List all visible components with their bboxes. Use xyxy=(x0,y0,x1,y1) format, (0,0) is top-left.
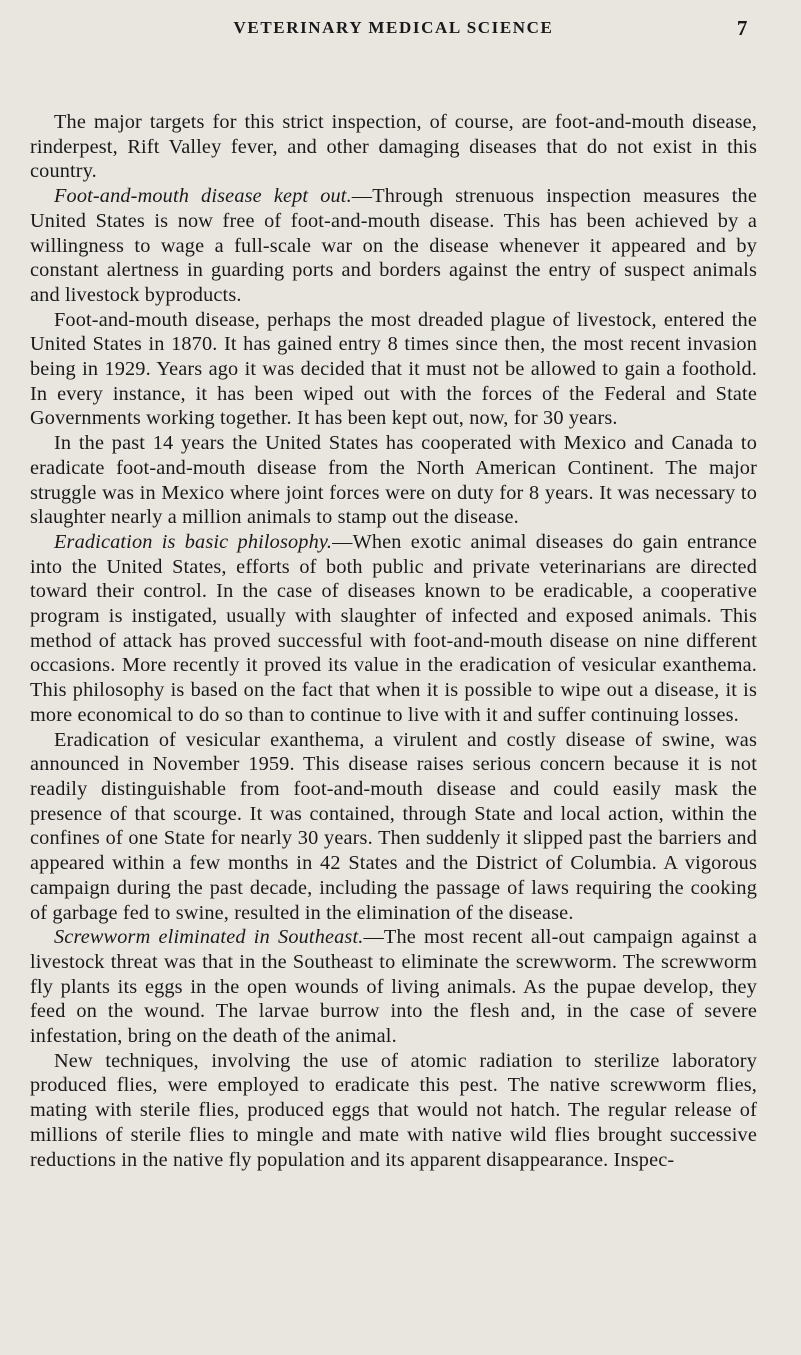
paragraph-screwworm-southeast xyxy=(30,925,757,1049)
paragraph-text: —The most recent all-out campaign against a livestock threat was that in the Southeast to eliminate the screwworm. The screwworm fly plants its eggs in the open wounds of living animals. As the pupae develop, they feed on the wound. The larvae burrow into the flesh and, in the case of severe infestation, bring on the death of the animal. xyxy=(30,926,758,1048)
paragraph-text: The major targets for this strict inspection, of course, are foot-and-mouth disease, rinderpest, Rift Valley fever, and other damaging diseases that do not exist in this country. xyxy=(30,111,757,183)
paragraph-heading: Screwworm eliminated in Southeast. xyxy=(54,926,364,949)
running-title: VETERINARY MEDICAL SCIENCE xyxy=(233,18,554,37)
paragraph-mexico-canada-cooperation xyxy=(30,431,757,530)
paragraph-sterile-fly-technique xyxy=(30,1049,757,1173)
paragraph-eradication-philosophy xyxy=(30,530,757,728)
paragraph-text: —When exotic animal diseases do gain entrance into the United States, efforts of both public and private veterinarians are directed toward their control. In the case of diseases known to be eradicable, a cooperative program is instigated, usually with slaughter of infected and exposed animals. This method of attack has proved successful with foot-and-mouth disease on nine different occasions. More recently it proved its value in the eradication of vesicular exanthema. This philosophy is based on the fact that when it is possible to wipe out a disease, it is more economical to do so than to continue to live with it and suffer continuing losses. xyxy=(30,530,757,726)
paragraph-text: In the past 14 years the United States has cooperated with Mexico and Canada to eradicate foot-and-mouth disease from the North American Continent. The major struggle was in Mexico where joint forces were on duty for 8 years. It was necessary to slaughter nearly a million animals to stamp out the disease. xyxy=(30,432,757,529)
running-header xyxy=(30,14,757,44)
paragraph-text: New techniques, involving the use of atomic radiation to sterilize laboratory produced flies, were employed to eradicate this pest. The native screwworm flies, mating with sterile flies, produced eggs that would not hatch. The regular release of millions of sterile flies to mingle and mate with native wild flies brought successive reductions in the native fly population and its apparent disappearance. Inspec- xyxy=(30,1049,757,1171)
paragraph-foot-and-mouth-history xyxy=(30,308,757,432)
body-text xyxy=(30,110,757,1172)
paragraph-heading: Eradication is basic philosophy. xyxy=(54,530,333,553)
page-number: 7 xyxy=(736,16,749,40)
paragraph-vesicular-exanthema xyxy=(30,728,757,926)
paragraph-foot-and-mouth-kept-out xyxy=(30,184,757,308)
paragraph-text: —Through strenuous inspection measures the United States is now free of foot-and-mouth disease. This has been achieved by a willingness to wage a full-scale war on the disease whenever it appeared and by constant alertness in guarding ports and borders against the entry of suspect animals and livestock byproducts. xyxy=(30,185,758,306)
paragraph-heading: Foot-and-mouth disease kept out. xyxy=(54,185,352,208)
paragraph-text: Eradication of vesicular exanthema, a virulent and costly disease of swine, was announced in November 1959. This disease raises serious concern because it is not readily distinguishable from foot-and-mouth disease and could easily mask the presence of that scourge. It was contained, through State and local action, within the confines of one State for nearly 30 years. Then suddenly it slipped past the barriers and appeared within a few months in 42 States and the District of Columbia. A vigorous campaign during the past decade, including the passage of laws requiring the cooking of garbage fed to swine, resulted in the elimination of the disease. xyxy=(30,728,757,924)
paragraph-inspection-targets xyxy=(30,110,757,184)
paragraph-text: Foot-and-mouth disease, perhaps the most dreaded plague of livestock, entered the United States in 1870. It has gained entry 8 times since then, the most recent invasion being in 1929. Years ago it was decided that it must not be allowed to gain a foothold. In every instance, it has been wiped out with the forces of the Federal and State Governments working together. It has been kept out, now, for 30 years. xyxy=(30,308,757,430)
